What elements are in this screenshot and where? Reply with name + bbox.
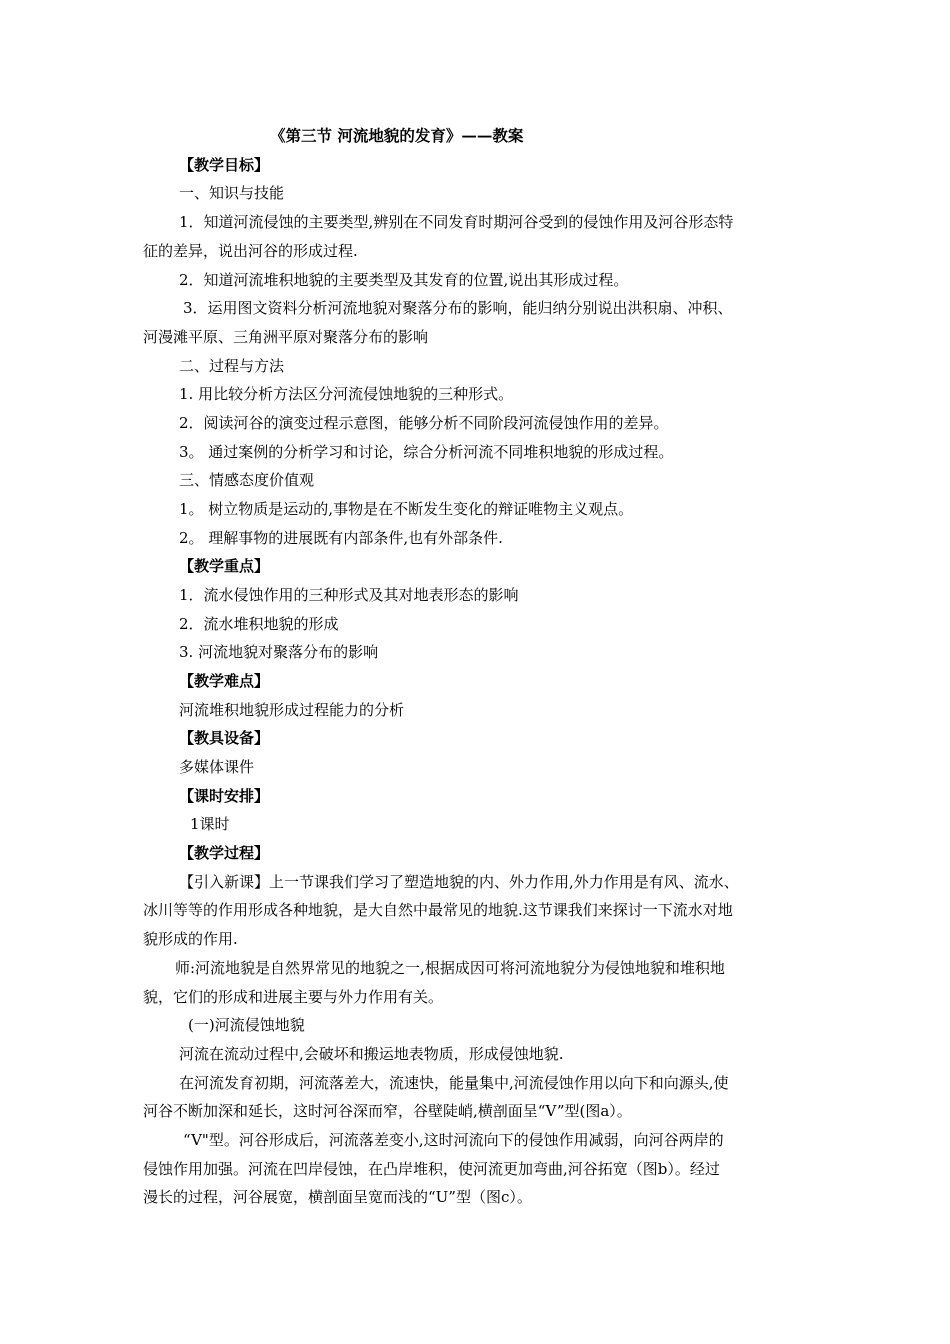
paragraph-line: 3. 河流地貌对聚落分布的影响 (179, 643, 379, 661)
paragraph-line: 1。 树立物质是运动的,事物是在不断发生变化的辩证唯物主义观点。 (179, 500, 634, 518)
paragraph-line: 2．阅读河谷的演变过程示意图，能够分析不同阶段河流侵蚀作用的差异。 (179, 414, 669, 432)
section-heading-difficulties: 【教学难点】 (179, 672, 270, 690)
paragraph-line: 1. 用比较分析方法区分河流侵蚀地貌的三种形式。 (179, 385, 514, 403)
paragraph-line: 河流在流动过程中,会破坏和搬运地表物质，形成侵蚀地貌. (179, 1045, 564, 1063)
document-title: 《第三节 河流地貌的发育》——教案 (270, 126, 524, 145)
paragraph-line: 河流堆积地貌形成过程能力的分析 (179, 701, 405, 719)
paragraph-line: 征的差异，说出河谷的形成过程. (143, 242, 358, 260)
paragraph-line: 漫长的过程，河谷展宽，横剖面呈宽而浅的“U”型（图c）。 (143, 1188, 532, 1206)
paragraph-line: 侵蚀作用加强。河流在凹岸侵蚀，在凸岸堆积，使河流更加弯曲,河谷拓宽（图b）。经过 (143, 1160, 720, 1178)
paragraph-line: 3．运用图文资料分析河流地貌对聚落分布的影响，能归纳分别说出洪积扇、冲积、 (183, 299, 733, 317)
paragraph-line: 3。 通过案例的分析学习和讨论，综合分析河流不同堆积地貌的形成过程。 (179, 443, 674, 461)
section-heading-process: 【教学过程】 (179, 844, 270, 862)
paragraph-line: 1．知道河流侵蚀的主要类型,辨别在不同发育时期河谷受到的侵蚀作用及河谷形态特 (179, 213, 734, 231)
subheading-erosion-landforms: (一)河流侵蚀地貌 (188, 1016, 305, 1034)
paragraph-line: 河谷不断加深和延长，这时河谷深而窄，谷壁陡峭,横剖面呈“V”型(图a）。 (143, 1102, 632, 1120)
paragraph-line: 师:河流地貌是自然界常见的地貌之一,根据成因可将河流地貌分为侵蚀地貌和堆积地 (175, 959, 725, 977)
paragraph-line: 2．知道河流堆积地貌的主要类型及其发育的位置,说出其形成过程。 (179, 271, 629, 289)
paragraph-line: 【引入新课】上一节课我们学习了塑造地貌的内、外力作用,外力作用是有风、流水、 (179, 873, 739, 891)
paragraph-line: 2．流水堆积地貌的形成 (179, 615, 339, 633)
paragraph-line: 在河流发育初期，河流落差大，流速快，能量集中,河流侵蚀作用以向下和向源头,使 (179, 1074, 729, 1092)
paragraph-line: 冰川等等的作用形成各种地貌，是大自然中最常见的地貌.这节课我们来探讨一下流水对地 (143, 901, 733, 919)
paragraph-line: 1课时 (190, 815, 230, 833)
section-heading-schedule: 【课时安排】 (179, 787, 270, 805)
subheading-knowledge-skills: 一、知识与技能 (179, 184, 285, 202)
paragraph-line: 貌，它们的形成和进展主要与外力作用有关。 (143, 988, 444, 1006)
subheading-process-method: 二、过程与方法 (179, 357, 285, 375)
section-heading-objectives: 【教学目标】 (179, 156, 270, 174)
paragraph-line: 多媒体课件 (179, 758, 255, 776)
paragraph-line: 1．流水侵蚀作用的三种形式及其对地表形态的影响 (179, 586, 519, 604)
section-heading-equipment: 【教具设备】 (179, 729, 270, 747)
subheading-values: 三、情感态度价值观 (179, 471, 315, 489)
paragraph-line: 河漫滩平原、三角洲平原对聚落分布的影响 (143, 328, 429, 346)
paragraph-line: 貌形成的作用. (143, 930, 238, 948)
paragraph-line: “V"型。河谷形成后，河流落差变小,这时河流向下的侵蚀作用减弱，向河谷两岸的 (183, 1131, 724, 1149)
section-heading-key-points: 【教学重点】 (179, 557, 270, 575)
paragraph-line: 2。 理解事物的进展既有内部条件,也有外部条件. (179, 529, 503, 547)
